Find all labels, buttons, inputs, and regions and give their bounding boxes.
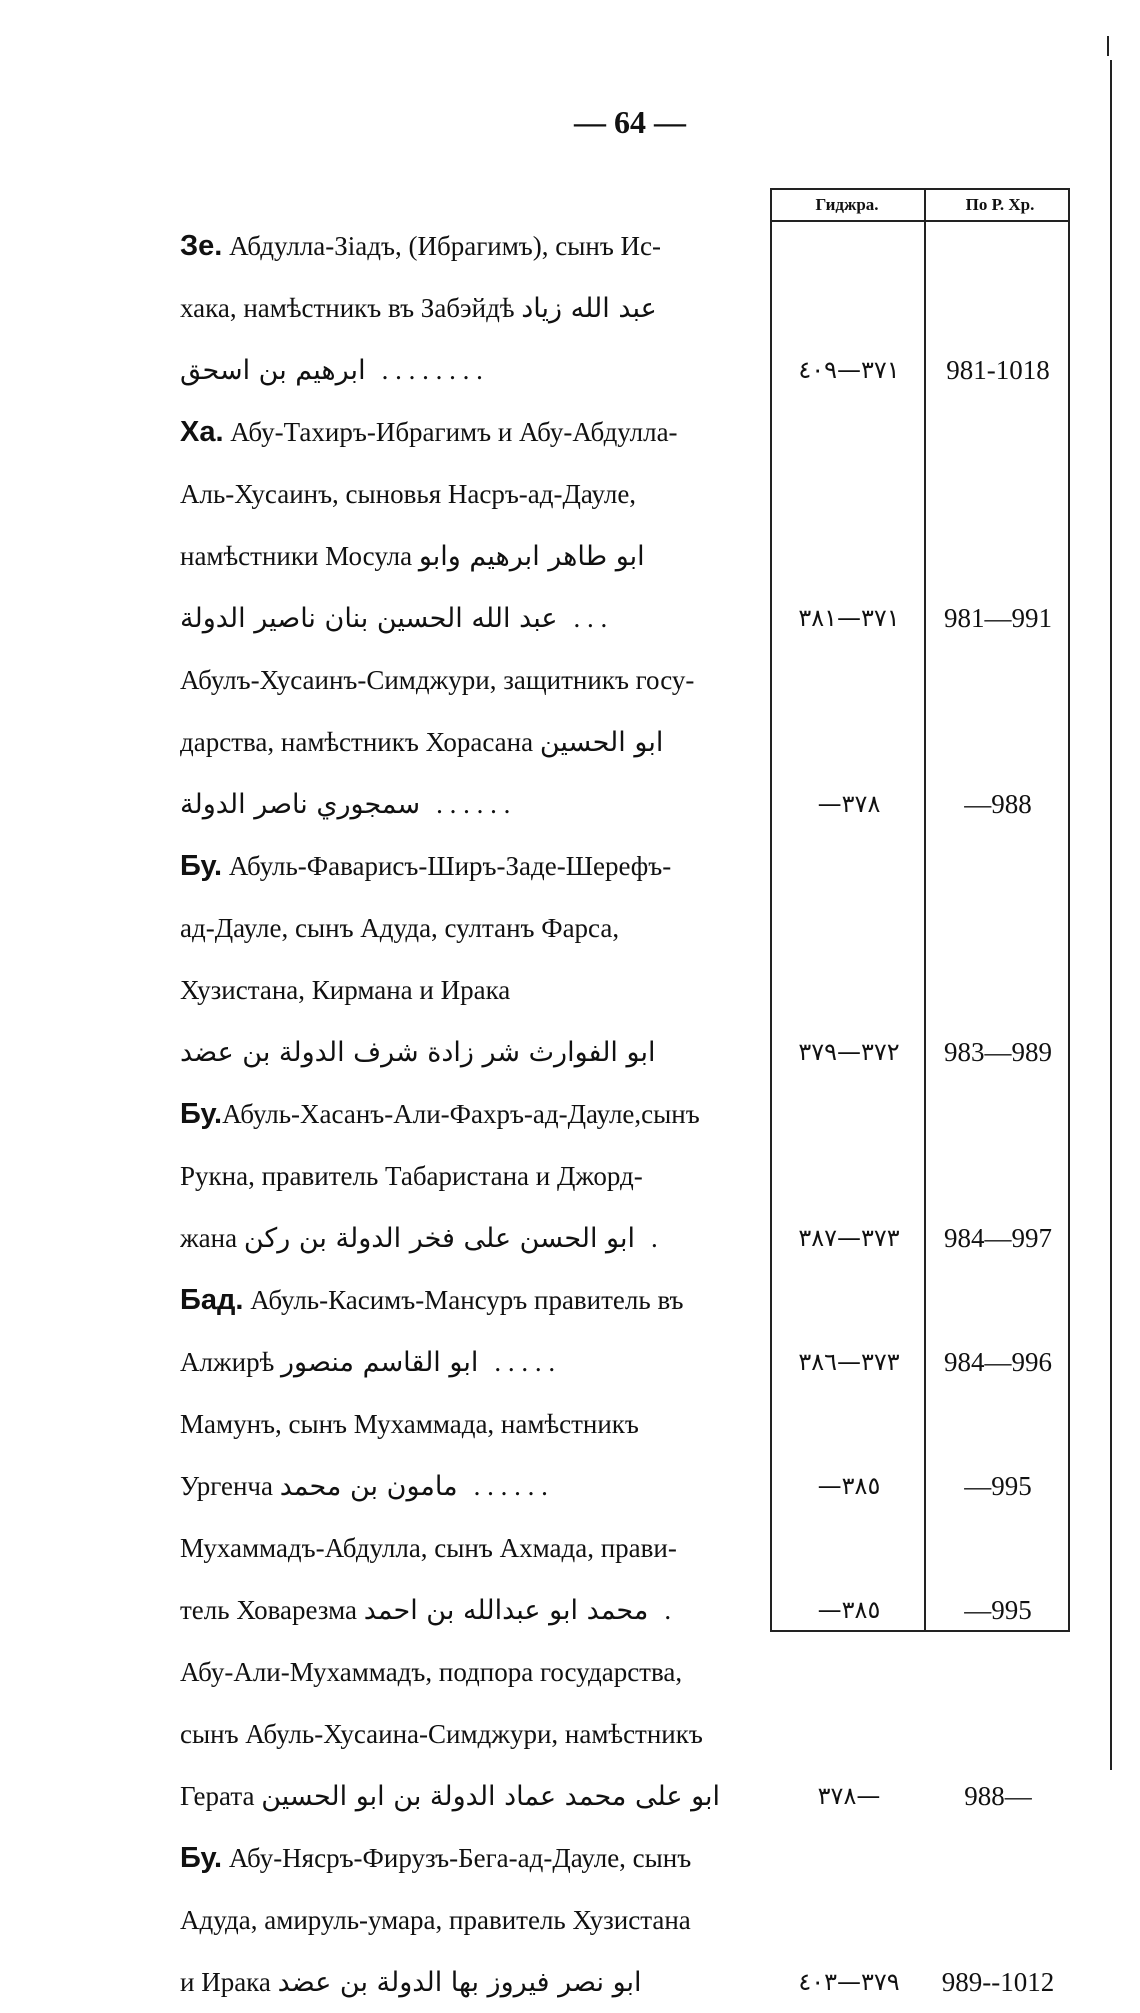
ad-date: 983—989: [944, 1037, 1052, 1067]
ad-date: 981—991: [944, 603, 1052, 633]
entry-text: Рукна, правитель Табаристана и Джорд-: [180, 1161, 643, 1191]
hijra-date: ٣٧٢—٣٧٩: [798, 1038, 900, 1066]
entry-line: [180, 1207, 755, 1269]
arabic-name: سمجوري ناصر الدولة: [180, 789, 421, 820]
arabic-name: ابو الفوارث شر زادة شرف الدولة بن عضد: [180, 1037, 656, 1068]
entry-text: намѣстники Мосула: [180, 541, 419, 571]
entry-text: Ургенча: [180, 1471, 280, 1501]
hijra-date: —٣٧٨: [817, 790, 881, 818]
entry-text: и Ирака: [180, 1967, 278, 1997]
table-right-rule: [1068, 188, 1070, 1630]
entry-line: [180, 215, 755, 277]
entry-line: [180, 1083, 755, 1145]
entry-line: [180, 525, 755, 587]
entry-line: [180, 1021, 755, 1083]
entry-text: Абу-Нясръ-Фирузъ-Бега-ад-Дауле, сынъ: [222, 1843, 692, 1873]
entry-line: [180, 959, 755, 1021]
entry-text: Абу-Тахиръ-Ибрагимъ и Абу-Абдулла-: [223, 417, 678, 447]
entry-line: [180, 1951, 755, 2013]
entry-line: [180, 277, 755, 339]
entry-text: Абу-Али-Мухаммадъ, подпора государства,: [180, 1657, 683, 1687]
entry-line: [180, 1641, 755, 1703]
arabic-name: عبد الله الحسين بنان ناصير الدولة: [180, 603, 558, 634]
entry-line: [180, 1827, 755, 1889]
entry-line: [180, 1579, 755, 1641]
ad-date: 984—996: [944, 1347, 1052, 1377]
dynasty-key: Бад.: [180, 1284, 244, 1316]
leader-dots: . . . . . .: [436, 789, 511, 819]
entry-line: [180, 711, 755, 773]
ad-date: —995: [964, 1595, 1032, 1625]
entries-list: [180, 215, 755, 2013]
dynasty-key: Бу.: [180, 1098, 223, 1130]
arabic-name: ابو القاسم منصور: [281, 1347, 479, 1378]
entry-line: [180, 1455, 755, 1517]
entry-text: Абулъ-Хусаинъ-Симджури, защитникъ госу-: [180, 665, 695, 695]
ad-date: 988—: [964, 1781, 1032, 1811]
arabic-name: ابو طاهر ابرهيم وابو: [418, 541, 645, 572]
entry-line: [180, 1145, 755, 1207]
entry-text: Абуль-Касимъ-Мансуръ правитель въ: [243, 1285, 684, 1315]
hijra-date: ٣٧١—٤٠٩: [798, 356, 900, 384]
leader-dots: . . . . .: [494, 1347, 556, 1377]
page-number: — 64 —: [574, 104, 686, 140]
margin-tick: [1107, 36, 1109, 56]
entry-text: дарства, намѣстникъ Хорасана: [180, 727, 540, 757]
arabic-name: مامون بن محمد: [279, 1471, 458, 1502]
leader-dots: .: [651, 1223, 658, 1253]
arabic-name: عبد الله زياد: [521, 293, 657, 324]
arabic-name: ابو نصر فيروز بها الدولة بن عضد: [277, 1967, 642, 1998]
entry-line: [180, 773, 755, 835]
entry-line: [180, 897, 755, 959]
hijra-date: ٣٧٣—٣٨٦: [798, 1348, 900, 1376]
dynasty-key: Ха.: [180, 416, 224, 448]
entry-text: Адуда, амируль-умара, правитель Хузистана: [180, 1905, 691, 1935]
table-left-rule: [770, 188, 772, 1630]
arabic-name: ابو على محمد عماد الدولة بن ابو الحسين: [261, 1781, 721, 1812]
entry-text: хака, намѣстникъ въ Забэйдѣ: [180, 293, 522, 323]
arabic-name: محمد ابو عبدالله بن احمد: [363, 1595, 649, 1626]
entry-line: [180, 835, 755, 897]
entry-text: Герата: [180, 1781, 262, 1811]
arabic-name: ابو الحسن على فخر الدولة بن ركن: [243, 1223, 636, 1254]
leader-dots: . . . . . . . .: [381, 355, 483, 385]
entry-text: Хузистана, Кирмана и Ирака: [180, 975, 511, 1005]
entry-line: [180, 1517, 755, 1579]
entry-line: [180, 649, 755, 711]
entry-text: Абуль-Фаварисъ-Ширъ-Заде-Шерефъ-: [222, 851, 672, 881]
table-header-rule: [770, 220, 1070, 222]
ad-date: 989--1012: [941, 1967, 1055, 1997]
entry-line: [180, 1889, 755, 1951]
entry-text: сынъ Абуль-Хусаина-Симджури, намѣстникъ: [180, 1719, 703, 1749]
ad-date: —988: [964, 789, 1032, 819]
leader-dots: . . . . . .: [473, 1471, 548, 1501]
dynasty-key: Бу.: [180, 1842, 223, 1874]
dynasty-key: Зе.: [180, 230, 223, 262]
page-edge-rule: [1110, 60, 1112, 1770]
ad-date: 981-1018: [946, 355, 1050, 385]
entry-line: [180, 339, 755, 401]
entry-text: жана: [180, 1223, 244, 1253]
entry-line: [180, 1331, 755, 1393]
hijra-date: —٣٨٥: [817, 1596, 881, 1624]
table-bottom-rule: [770, 1630, 1070, 1632]
entry-text: ад-Дауле, сынъ Адуда, султанъ Фарса,: [180, 913, 620, 943]
hijra-date: —٣٨٥: [817, 1472, 881, 1500]
entry-text: Мухаммадъ-Абдулла, сынъ Ахмада, прави-: [180, 1533, 677, 1563]
entry-line: [180, 1269, 755, 1331]
entry-text: Аль-Хусаинъ, сыновья Насръ-ад-Дауле,: [180, 479, 637, 509]
entry-line: [180, 1765, 755, 1827]
entry-text: Абдулла-Зіадъ, (Ибрагимъ), сынъ Ис-: [222, 231, 662, 261]
hijra-date: ٣٧٨—: [817, 1782, 881, 1810]
arabic-name: ابو الحسين: [539, 727, 664, 758]
hijra-date: ٣٧١—٣٨١: [798, 604, 900, 632]
table-mid-rule: [924, 188, 926, 1630]
entry-line: [180, 587, 755, 649]
dynasty-key: Бу.: [180, 850, 223, 882]
entry-line: [180, 401, 755, 463]
entry-line: [180, 463, 755, 525]
hijra-date: ٣٧٣—٣٨٧: [798, 1224, 900, 1252]
hijra-date: ٣٧٩—٤٠٣: [798, 1968, 900, 1996]
entry-text: Алжирѣ: [180, 1347, 281, 1377]
entry-text: Абуль-Хасанъ-Али-Фахръ-ад-Дауле,сынъ: [222, 1099, 700, 1129]
ad-date: 984—997: [944, 1223, 1052, 1253]
entry-line: [180, 1393, 755, 1455]
entry-text: тель Ховарезма: [180, 1595, 364, 1625]
entry-line: [180, 1703, 755, 1765]
leader-dots: .: [664, 1595, 672, 1625]
column-header-ad: По Р. Хр.: [965, 195, 1035, 214]
ad-date: —995: [964, 1471, 1032, 1501]
leader-dots: . . .: [573, 603, 608, 633]
entry-text: Мамунъ, сынъ Мухаммада, намѣстникъ: [180, 1409, 639, 1439]
arabic-name: ابرهيم بن اسحق: [180, 355, 366, 386]
column-header-hijra: Гиджра.: [815, 195, 879, 214]
